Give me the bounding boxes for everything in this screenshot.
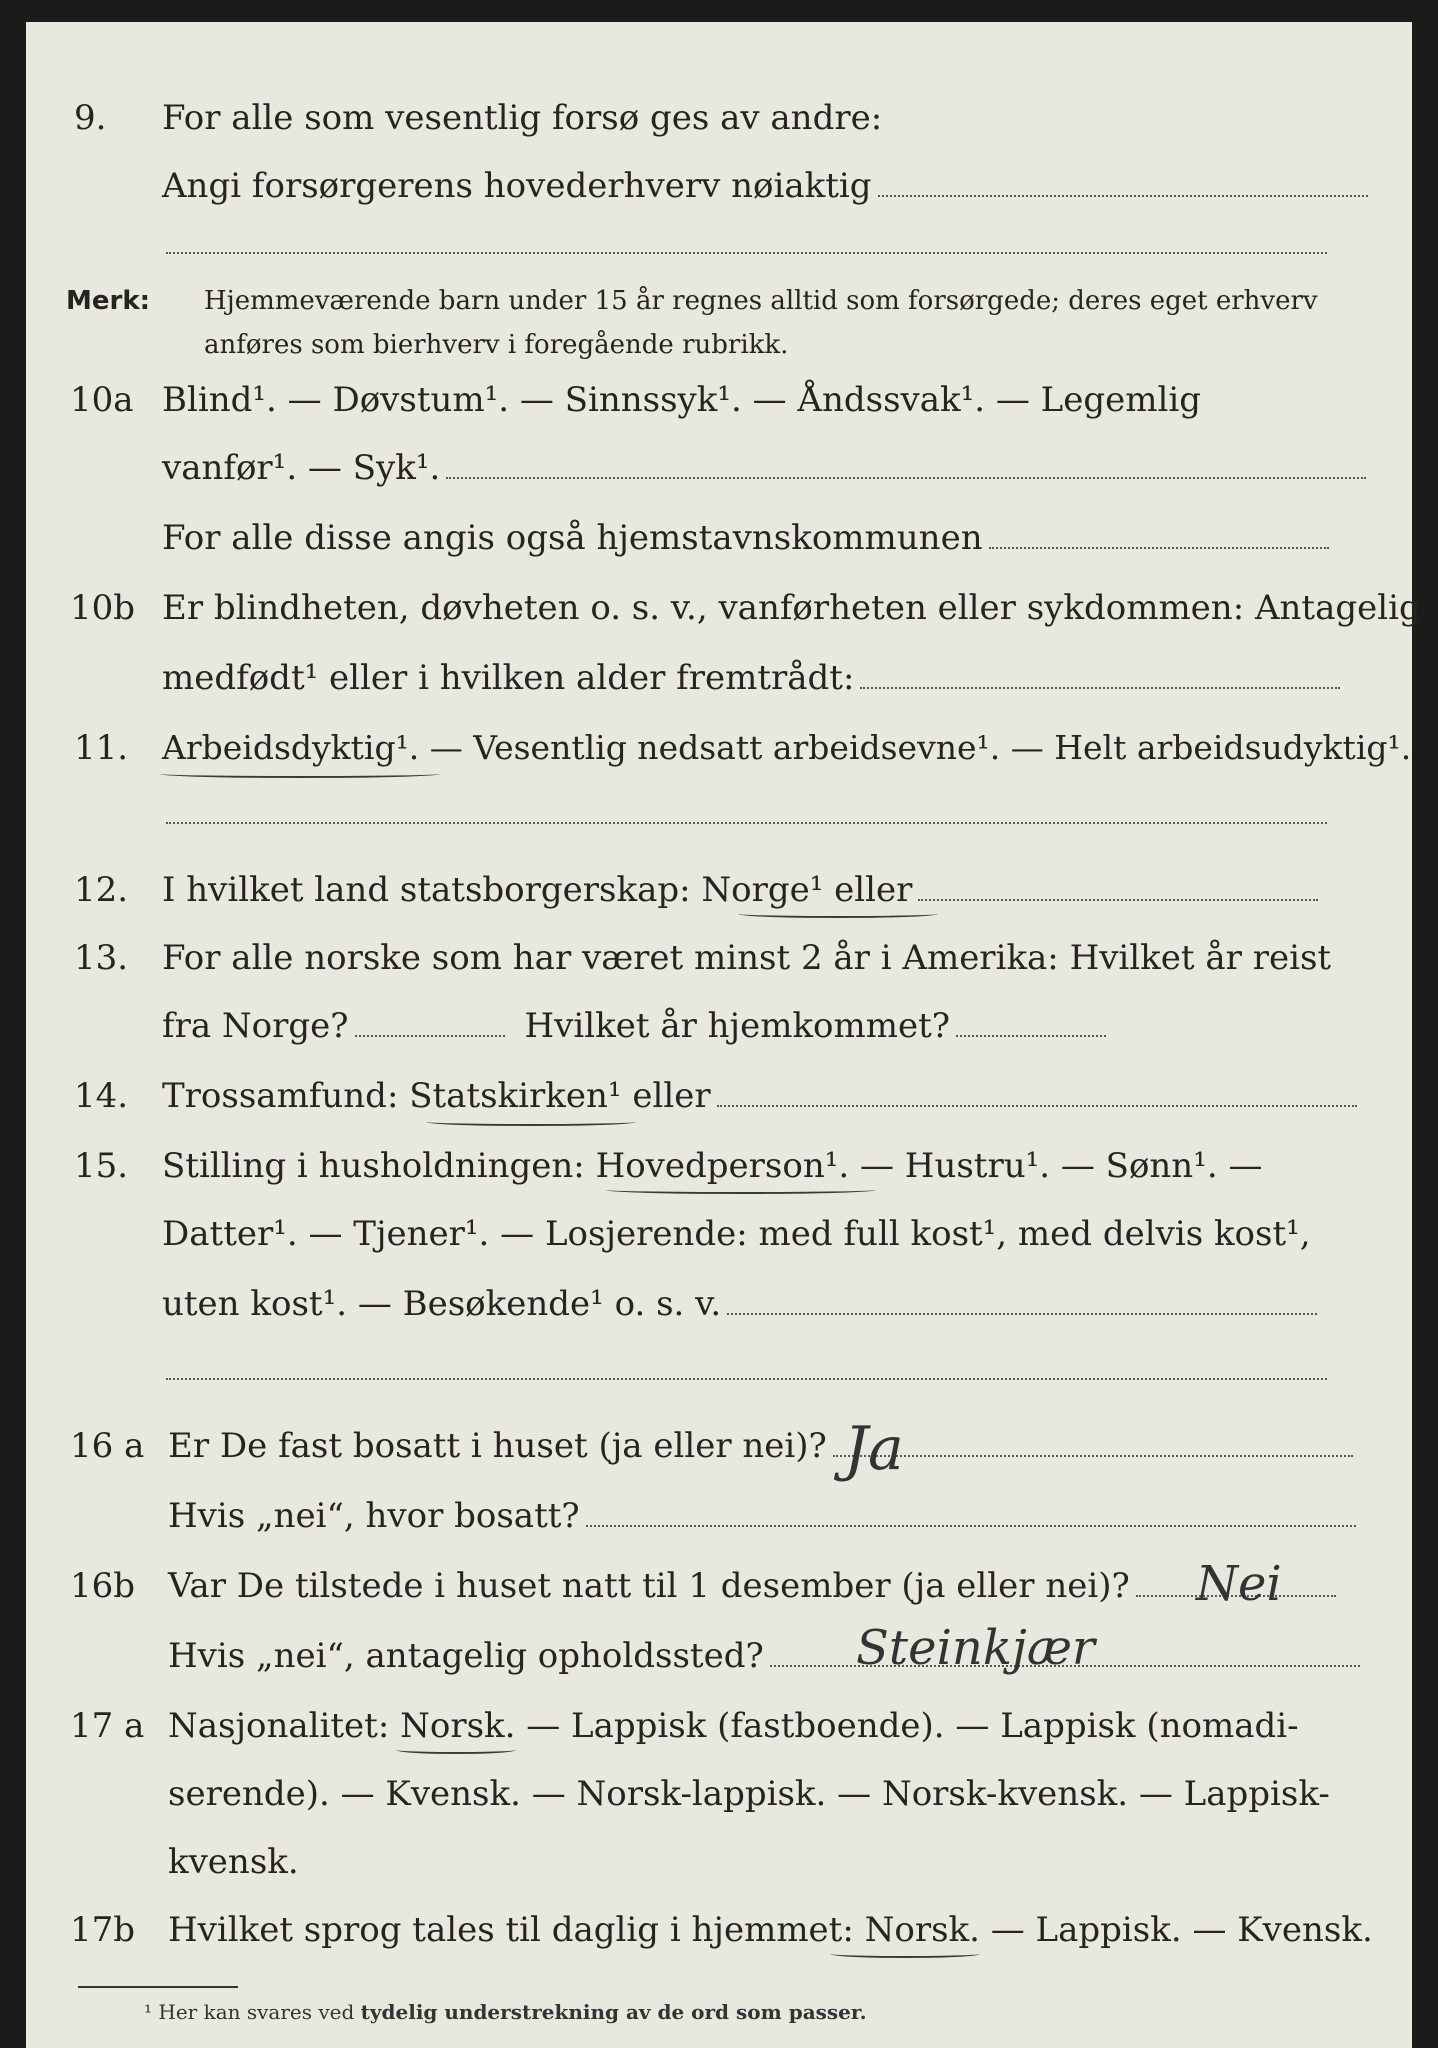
q10b-line2-text: medfødt¹ eller i hvilken alder fremtrådt: bbox=[162, 658, 855, 698]
q12-line1-text: I hvilket land statsborgerskap: Norge¹ eller bbox=[162, 870, 913, 910]
q15-line2: Datter¹. — Tjener¹. — Losjerende: med full kost¹, med delvis kost¹, bbox=[162, 1214, 1311, 1254]
footnote-rule bbox=[78, 1986, 238, 1988]
q17b-number: 17b bbox=[70, 1910, 136, 1950]
q10a-hjemstavn-field[interactable] bbox=[989, 546, 1329, 549]
q10a-line2-text: vanfør¹. — Syk¹. bbox=[162, 448, 441, 488]
q16a-line2 bbox=[168, 1496, 1356, 1536]
footnote-prefix: ¹ Her kan svares ved bbox=[144, 2000, 355, 2024]
q15-number: 15. bbox=[74, 1146, 129, 1186]
q16b-handwritten-place: Steinkjær bbox=[856, 1620, 1095, 1676]
q10a-number: 10a bbox=[70, 380, 134, 420]
q10a-line2 bbox=[162, 448, 1366, 488]
q10b-line2 bbox=[162, 658, 1340, 698]
q16b-line2 bbox=[168, 1636, 1360, 1676]
q10a-syk-field[interactable] bbox=[446, 476, 1366, 479]
q16b-number: 16b bbox=[70, 1566, 136, 1606]
q9-answer-field[interactable] bbox=[878, 194, 1368, 197]
q17b-underline-mark bbox=[830, 1950, 980, 1958]
q16a-line2-text: Hvis „nei“, hvor bosatt? bbox=[168, 1496, 580, 1536]
q16a-handwritten-answer: Ja bbox=[844, 1414, 904, 1484]
q15-continuation-rule[interactable] bbox=[166, 1378, 1327, 1380]
q16a-answer-field[interactable] bbox=[833, 1454, 1353, 1457]
q10a-line3 bbox=[162, 518, 1329, 558]
q13-line2-hjem-text: Hvilket år hjemkommet? bbox=[524, 1006, 951, 1046]
q16a-bosatt-field[interactable] bbox=[586, 1524, 1356, 1527]
q10b-line1: Er blindheten, døvheten o. s. v., vanførheten eller sykdommen: Antagelig bbox=[162, 588, 1421, 628]
q12-line1 bbox=[162, 870, 1318, 910]
q16b-handwritten-answer: Nei bbox=[1196, 1556, 1282, 1612]
q13-number: 13. bbox=[74, 938, 129, 978]
q9-line1: For alle som vesentlig forsø ges av andre: bbox=[162, 98, 883, 138]
q12-answer-field[interactable] bbox=[918, 898, 1318, 901]
q17b-line1: Hvilket sprog tales til daglig i hjemmet: Norsk. — Lappisk. — Kvensk. bbox=[168, 1910, 1373, 1950]
q15-underline-mark bbox=[606, 1186, 876, 1194]
q10a-line1: Blind¹. — Døvstum¹. — Sinnssyk¹. — Åndssvak¹. — Legemlig bbox=[162, 380, 1201, 420]
q9-line2 bbox=[162, 166, 1368, 206]
q17a-line3: kvensk. bbox=[168, 1842, 299, 1882]
merk-line2: anføres som bierhverv i foregående rubrikk. bbox=[204, 330, 789, 360]
q14-number: 14. bbox=[74, 1076, 129, 1116]
q15-line3-text: uten kost¹. — Besøkende¹ o. s. v. bbox=[162, 1284, 722, 1324]
footnote bbox=[144, 2000, 867, 2024]
q16b-line1-text: Var De tilstede i huset natt til 1 desember (ja eller nei)? bbox=[168, 1566, 1130, 1606]
q11-line1: Arbeidsdyktig¹. — Vesentlig nedsatt arbeidsevne¹. — Helt arbeidsudyktig¹. bbox=[162, 728, 1412, 767]
q12-underline-mark bbox=[738, 910, 938, 918]
q10b-answer-field[interactable] bbox=[860, 686, 1340, 689]
q10a-line3-text: For alle disse angis også hjemstavnskommunen bbox=[162, 518, 983, 558]
q11-underline-mark bbox=[160, 770, 440, 778]
q12-number: 12. bbox=[74, 870, 129, 910]
q9-number: 9. bbox=[74, 98, 107, 138]
q16a-line1 bbox=[168, 1426, 1353, 1466]
q14-line1 bbox=[162, 1076, 1357, 1116]
q17a-underline-mark bbox=[396, 1746, 516, 1754]
q15-answer-field[interactable] bbox=[727, 1312, 1317, 1315]
q17a-line2: serende). — Kvensk. — Norsk-lappisk. — Norsk-kvensk. — Lappisk- bbox=[168, 1774, 1330, 1814]
q13-reist-field[interactable] bbox=[355, 1034, 505, 1037]
q13-line2 bbox=[162, 1006, 1106, 1046]
q14-line1-text: Trossamfund: Statskirken¹ eller bbox=[162, 1076, 711, 1116]
q15-line3 bbox=[162, 1284, 1317, 1324]
q13-line1: For alle norske som har været minst 2 år i Amerika: Hvilket år reist bbox=[162, 938, 1332, 978]
q14-underline-mark bbox=[426, 1118, 636, 1126]
q16a-line1-text: Er De fast bosatt i huset (ja eller nei)? bbox=[168, 1426, 827, 1466]
q10b-number: 10b bbox=[70, 588, 136, 628]
q16b-line2-text: Hvis „nei“, antagelig opholdssted? bbox=[168, 1636, 764, 1676]
census-form-page bbox=[26, 22, 1421, 2048]
q13-hjem-field[interactable] bbox=[956, 1034, 1106, 1037]
merk-line1: Hjemmeværende barn under 15 år regnes alltid som forsørgede; deres eget erhverv bbox=[204, 286, 1318, 316]
q11-continuation-rule[interactable] bbox=[166, 822, 1327, 824]
q9-line2-text: Angi forsørgerens hovederhverv nøiaktig bbox=[162, 166, 872, 206]
q11-number: 11. bbox=[74, 728, 129, 768]
merk-label: Merk: bbox=[66, 286, 151, 316]
q17a-number: 17 a bbox=[70, 1706, 145, 1746]
q15-line1: Stilling i husholdningen: Hovedperson¹. — Hustru¹. — Sønn¹. — bbox=[162, 1146, 1263, 1186]
q16b-line1 bbox=[168, 1566, 1336, 1606]
footnote-emphasis: tydelig understrekning av de ord som passer. bbox=[360, 2000, 867, 2024]
q14-answer-field[interactable] bbox=[717, 1104, 1357, 1107]
q9-continuation-rule[interactable] bbox=[166, 252, 1327, 254]
q16a-number: 16 a bbox=[70, 1426, 145, 1466]
q13-line2-reist-text: fra Norge? bbox=[162, 1006, 349, 1046]
q17a-line1: Nasjonalitet: Norsk. — Lappisk (fastboende). — Lappisk (nomadi- bbox=[168, 1706, 1299, 1746]
